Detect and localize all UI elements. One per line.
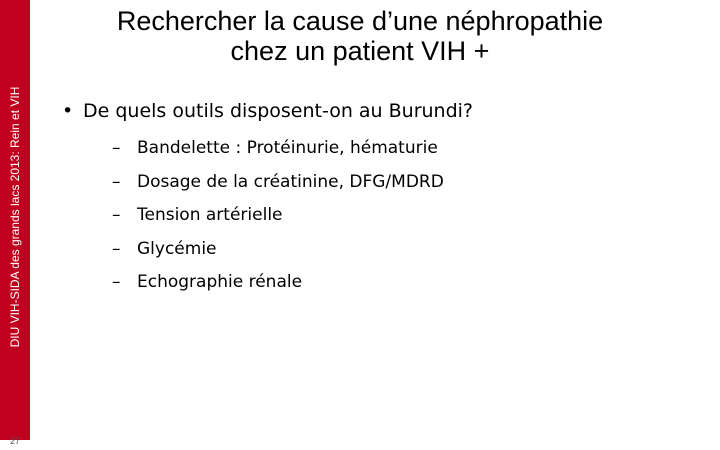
list-item bbox=[112, 172, 702, 192]
slide-title bbox=[60, 6, 660, 66]
dash-icon: – bbox=[112, 205, 121, 225]
bullet-icon: • bbox=[62, 100, 74, 122]
side-bar bbox=[0, 0, 30, 440]
bullet-question bbox=[62, 98, 702, 124]
slide-title-line-1: Rechercher la cause d’une néphropathie bbox=[116, 6, 604, 36]
list-item-text: Echographie rénale bbox=[137, 272, 303, 292]
side-bar-caption: DIU VIH-SIDA des grands lacs 2013: Rein et VIH bbox=[8, 86, 22, 348]
dash-icon: – bbox=[112, 171, 121, 192]
list-item-text: Tension artérielle bbox=[137, 205, 283, 225]
question-text: De quels outils disposent-on au Burundi? bbox=[83, 100, 474, 122]
dash-icon: – bbox=[112, 272, 121, 292]
list-item-text: Bandelette : Protéinurie, hématurie bbox=[137, 138, 438, 158]
tools-list bbox=[112, 138, 702, 292]
dash-icon: – bbox=[112, 238, 121, 259]
list-item-text: Glycémie bbox=[137, 238, 217, 259]
slide-title-line-2: chez un patient VIH + bbox=[230, 36, 490, 66]
list-item bbox=[112, 239, 702, 259]
slide-body bbox=[62, 98, 702, 306]
list-item bbox=[112, 138, 702, 158]
dash-icon: – bbox=[112, 138, 121, 158]
slide-number: 27 bbox=[9, 436, 20, 446]
list-item bbox=[112, 272, 702, 292]
list-item bbox=[112, 205, 702, 225]
list-item-text: Dosage de la créatinine, DFG/MDRD bbox=[137, 171, 444, 192]
